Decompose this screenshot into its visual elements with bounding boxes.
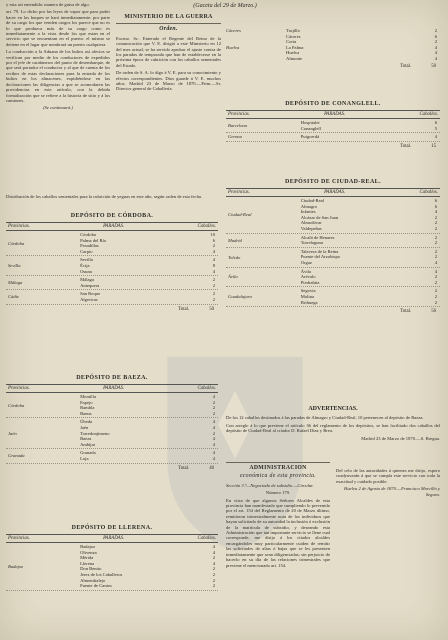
- parada-name: Baeza: [80, 436, 92, 442]
- table-row: [80, 583, 218, 589]
- parada-name: Olivenza: [80, 549, 97, 555]
- parada-name: Almendralejo: [80, 577, 106, 583]
- table-body: [6, 543, 218, 591]
- caballos-count: 2: [434, 240, 437, 246]
- table-body: [6, 231, 218, 305]
- caballos-count: 2: [212, 566, 215, 572]
- parada-list: [80, 419, 218, 447]
- province-group: [6, 418, 218, 449]
- parada-name: Posadillas: [80, 243, 99, 249]
- table-total: [6, 464, 218, 473]
- caballos-count: 6: [212, 237, 215, 243]
- total-value: 15: [431, 143, 436, 149]
- caballos-count: 2: [434, 288, 437, 294]
- parada-name: Brihuega: [300, 299, 318, 305]
- parada-name: Ávila: [300, 268, 311, 274]
- caballos-count: 6: [434, 203, 437, 209]
- parada-name: Molina: [300, 293, 315, 299]
- caballos-count: 5: [434, 125, 437, 131]
- province-group: [6, 276, 218, 290]
- parada-name: Baena: [80, 410, 92, 416]
- top-continued-table: [226, 28, 440, 71]
- province-group: [6, 290, 218, 304]
- parada-name: Osuna: [80, 268, 92, 274]
- caballos-count: 4: [212, 560, 215, 566]
- column-middle-text: [116, 12, 221, 94]
- parada-list: [301, 288, 440, 305]
- parada-list: [80, 277, 218, 288]
- admin-title: ADMINISTRACION: [249, 465, 307, 471]
- header-paradas: PARADAS.: [103, 386, 125, 391]
- table-row: [80, 249, 218, 255]
- caballos-count: 2: [212, 296, 215, 302]
- paragraph: Del celo de las autoridades á quienes me dirijo, espero coadyuvarán á que se cumpla este servicio con toda la exactitud y cuidado posible.: [336, 468, 440, 484]
- parada-name: Málaga: [80, 277, 94, 283]
- caballos-count: 2: [434, 299, 437, 305]
- parada-name: Úbeda: [80, 419, 93, 425]
- parada-list: [301, 198, 440, 232]
- table-row: [301, 280, 440, 286]
- parada-name: Rambla: [80, 405, 95, 411]
- caballos-count: 4: [434, 44, 437, 50]
- header-caballos: Caballos.: [197, 386, 216, 391]
- order-heading: Orden.: [159, 26, 178, 33]
- header-caballos: Caballos.: [419, 112, 438, 117]
- parada-name: Arévalo: [300, 274, 316, 280]
- province-group: [6, 543, 218, 591]
- total-value: 40: [209, 465, 214, 471]
- table-body: [226, 197, 440, 307]
- parada-name: Palma del Río: [80, 237, 107, 243]
- province-group: [226, 119, 440, 133]
- parada-name: Córdoba: [80, 232, 96, 237]
- paragraph: De orden de S. A. lo digo á V. E. para su conocimiento y efectos correspondientes. Dios guarde á V. E. muchos años. Madrid 23 de Marzo de 1870.—Prim.—Sr. Director general de Caballería.: [116, 70, 221, 92]
- table-body: [6, 393, 218, 464]
- header-paradas: PARADAS.: [324, 190, 346, 195]
- caballos-count: 4: [212, 394, 215, 399]
- caballos-count: 2: [212, 291, 215, 297]
- parada-name: Granada: [80, 450, 96, 456]
- parada-name: Segovia: [300, 288, 316, 294]
- parada-name: Ciudad-Real: [300, 198, 324, 203]
- caballos-count: 4: [434, 50, 437, 56]
- parada-list: [301, 134, 440, 140]
- caballos-count: 2: [434, 234, 437, 240]
- table-row: [80, 269, 218, 275]
- conangleli-table: [226, 98, 440, 151]
- caballos-count: 2: [434, 28, 437, 33]
- caballos-count: 4: [212, 257, 215, 263]
- parada-name: Puente del Arzobispo: [300, 254, 341, 260]
- table-title: DEPÓSITO DE CONANGLELL.: [285, 101, 381, 107]
- province-name: Badajoz: [8, 563, 24, 569]
- table-body: [226, 28, 440, 62]
- header-provinces: Provincias.: [8, 536, 30, 541]
- province-name: Granada: [8, 453, 25, 459]
- caballos-count: 4: [212, 436, 215, 442]
- caballos-count: 4: [212, 419, 215, 425]
- parada-name: Montilla: [80, 394, 96, 399]
- province-name: Ciudad-Real: [228, 212, 252, 218]
- table-header: [226, 110, 440, 119]
- province-name: Córdoba: [8, 240, 25, 246]
- caballos-count: 4: [212, 450, 215, 456]
- parada-name: Badajoz: [80, 544, 96, 549]
- caballos-count: 2: [212, 399, 215, 405]
- table-title: DEPÓSITO DE CÓRDOBA.: [70, 213, 154, 219]
- caballos-count: 2: [434, 254, 437, 260]
- caballos-count: 4: [212, 248, 215, 254]
- admin-section-cont: [336, 468, 440, 499]
- caballos-count: 4: [212, 268, 215, 274]
- caballos-count: 2: [434, 279, 437, 285]
- province-name: [226, 56, 286, 62]
- table-total: [6, 305, 218, 314]
- header-paradas: PARADAS.: [103, 536, 125, 541]
- parada-list: [80, 450, 218, 461]
- llerena-table: [6, 522, 218, 591]
- caballos-count: 6: [434, 198, 437, 203]
- table-row: [226, 56, 440, 62]
- table-row: [301, 134, 440, 140]
- table-row: [80, 456, 218, 462]
- ciudadreal-table: [226, 176, 440, 316]
- caballos-count: 4: [434, 268, 437, 274]
- parada-name: Alcázar de San Juan: [300, 214, 339, 220]
- table-title: DEPÓSITO DE CIUDAD-REAL.: [284, 179, 381, 185]
- caballos-count: 4: [434, 209, 437, 215]
- total-value: 56: [431, 309, 436, 315]
- province-group: [6, 231, 218, 256]
- total-label: Total.: [400, 309, 412, 315]
- header-provinces: Provincias.: [228, 190, 250, 195]
- total-label: Total.: [400, 143, 412, 149]
- province-group: [226, 268, 440, 288]
- admin-subtitle: económica de esta provincia.: [239, 473, 317, 480]
- cordoba-table: [6, 210, 218, 314]
- parada-list: [80, 291, 218, 302]
- parada-name: Torredonjimeno: [80, 430, 110, 436]
- caballos-count: 2: [212, 277, 215, 283]
- province-group: [226, 234, 440, 248]
- parada-name: Jaén: [80, 424, 89, 430]
- caballos-count: 2: [434, 214, 437, 220]
- caballos-count: 2: [212, 577, 215, 583]
- parada-name: Hospitalet: [300, 120, 320, 125]
- paragraph: y esta así entendida: manera de guisa de algo.: [6, 2, 90, 7]
- parada-name: Mérida: [80, 555, 94, 561]
- table-row: [301, 240, 440, 246]
- paragraph: De los 12 caballos destinados á las paradas de Almagro y Ciudad-Real, 10 pertenecen al depósito de Baeza.: [226, 415, 424, 421]
- parada-name: Trujillo: [286, 28, 300, 33]
- province-name: Barcelona: [228, 123, 247, 129]
- caballos-count: 8: [212, 262, 215, 268]
- parada-name: Jerez de los Caballeros: [80, 571, 123, 577]
- parada-name: Orgaz: [300, 259, 312, 265]
- parada-name: Don Benito: [80, 566, 102, 572]
- province-group: [226, 248, 440, 268]
- table-row: [301, 226, 440, 232]
- parada-name: Llerena: [80, 560, 95, 566]
- caballos-count: 2: [434, 274, 437, 280]
- province-name: Cáceres: [226, 28, 241, 33]
- parada-name: Loja: [80, 455, 89, 461]
- table-row: [301, 300, 440, 306]
- continuation-note: (Se continuará.): [43, 105, 73, 111]
- total-label: Total.: [178, 465, 190, 471]
- caballos-count: 2: [212, 405, 215, 411]
- parada-list: [301, 249, 440, 266]
- parada-name: San Roque: [80, 291, 101, 297]
- paragraph: Con arreglo á lo que previene el artículo 36 del reglamento de los depósitos, se han facilitado dos caballos del depósito de Ciudad-Real al criador D. Rafael Díaz y Brea.: [226, 422, 440, 434]
- province-name: Guadalajara: [228, 294, 252, 300]
- province-group: [226, 133, 440, 142]
- caballos-count: 4: [434, 259, 437, 265]
- ministry-title: MINISTERIO DE LA GUERRA: [124, 14, 213, 20]
- admin-number: Número 179.: [265, 490, 291, 496]
- parada-name: La Palma: [286, 44, 304, 50]
- province-group: [6, 256, 218, 276]
- parada-name: Antequera: [80, 282, 100, 288]
- province-name: Ávila: [228, 274, 238, 280]
- province-name: Gerona: [228, 134, 242, 140]
- parada-name: Piedrahita: [300, 279, 320, 285]
- table-title: DEPÓSITO DE LLERENA.: [71, 525, 153, 531]
- parada-name: Almodóvar: [300, 220, 322, 226]
- signature: Huelva 2 de Agosto de 1870.—Francisco Morcillo y Segura.: [344, 486, 440, 497]
- caballos-count: 4: [434, 55, 437, 61]
- table-row: [301, 126, 440, 132]
- parada-name: Almonte: [286, 55, 303, 61]
- province-name: Córdoba: [8, 402, 25, 408]
- total-value: 50: [209, 306, 214, 312]
- caballos-count: 2: [434, 293, 437, 299]
- parada-name: Écija: [80, 262, 90, 268]
- table-row: [80, 442, 218, 448]
- caballos-count: 2: [212, 282, 215, 288]
- parada-list: [80, 232, 218, 254]
- table-header: [6, 384, 218, 393]
- caballos-count: 2: [212, 430, 215, 436]
- table-row: [80, 297, 218, 303]
- province-group: [226, 197, 440, 234]
- paragraph: En vista de que algunos Señores Alcaldes de esta provincia han manifestado que cumpliendo lo prevenido por el art. 154 del Reglamento de 20 de Marzo último, remitieron trimestralmente nota de los individuos que hayan solicitado de su autoridad la inclusión ó exclusión de la matrícula de subsidio, y deseando esta Administración que tan importante servicio se llene cual corresponde, me dirijo á los citados alcaldes encargándoles muy particularmente cuiden de remitir las solicitudes de altas ó bajas que se les presenten inmediatamente que sean diligenciadas; sin perjuicio de hacerlo en su día de las relaciones trimestrales que previene el mencionado art. 154.: [226, 497, 330, 568]
- parada-name: Cáceres: [286, 33, 301, 39]
- province-group: [6, 449, 218, 463]
- table-total: [226, 142, 440, 151]
- province-name: Madrid: [228, 237, 242, 243]
- header-paradas: PARADAS.: [324, 112, 346, 117]
- province-name: Sevilla: [8, 263, 21, 269]
- signature: Madrid 23 de Marzo de 1870.—S. Bregua.: [361, 435, 440, 441]
- caballos-count: 2: [212, 243, 215, 249]
- advertencias-section: [226, 404, 440, 443]
- parada-list: [301, 269, 440, 286]
- total-label: Total.: [178, 306, 190, 312]
- table-total: [226, 307, 440, 316]
- parada-name: Infantes: [300, 209, 316, 215]
- header-caballos: Caballos.: [197, 536, 216, 541]
- paragraph: Excmo. Sr.: Enterado el Regente del Reino de la comunicación que V. E. dirigió a este Ministerio en 12 del mes actual, se ha servido aprobar el ajuste contra de los paradas de temporada que han de establecerse en la próxima época de cubrición con los caballos sementales del Estado.: [116, 35, 221, 68]
- parada-name: Algeciras: [80, 296, 98, 302]
- total-value: 50: [431, 63, 436, 69]
- parada-name: Huelva: [286, 50, 300, 56]
- table-row: [80, 411, 218, 417]
- caballos-count: 4: [212, 455, 215, 461]
- caballos-count: 2: [212, 555, 215, 561]
- parada-list: [301, 235, 440, 246]
- caballos-count: 2: [434, 248, 437, 254]
- caballos-count: 2: [212, 583, 215, 589]
- caballos-count: 4: [212, 549, 215, 555]
- parada-name: Andújar: [80, 441, 96, 447]
- caballos-count: 2: [212, 410, 215, 416]
- parada-name: Torrelaguna: [300, 240, 323, 246]
- province-name: Huelva: [226, 44, 240, 50]
- caballos-count: 4: [212, 424, 215, 430]
- header-provinces: Provincias.: [8, 224, 30, 229]
- table-row: [80, 283, 218, 289]
- parada-name: Alcalá de Henares: [300, 234, 335, 240]
- parada-list: [80, 394, 218, 416]
- parada-name: Sevilla: [80, 257, 93, 263]
- parada-list: [301, 120, 440, 131]
- province-name: Cádiz: [8, 294, 19, 300]
- total-label: Total.: [400, 63, 412, 69]
- caballos-count: 2: [434, 225, 437, 231]
- caballos-count: 2: [434, 220, 437, 226]
- caballos-count: 6: [434, 120, 437, 125]
- baeza-table: [6, 372, 218, 473]
- divider: [226, 462, 330, 463]
- province-group: [226, 287, 440, 307]
- parada-name: Almagro: [300, 203, 318, 209]
- province-name: Jaén: [8, 430, 17, 436]
- header-provinces: Provincias.: [8, 386, 30, 391]
- distribution-intro: Distribución de los caballos sementales para la cubrición de yeguas en este año, según orden de esta fecha.: [6, 194, 203, 199]
- table-header: [226, 188, 440, 197]
- parada-name: Valdepeñas: [300, 225, 322, 231]
- table-total: [226, 62, 440, 71]
- caballos-count: 4: [434, 134, 437, 140]
- parada-name: Fuente de Cantos: [80, 583, 112, 589]
- table-title: DEPÓSITO DE BAEZA.: [76, 375, 148, 381]
- province-name: Málaga: [8, 280, 23, 286]
- column-left-text: [6, 2, 110, 113]
- parada-name: Espejo: [80, 399, 93, 405]
- parada-name: Coria: [286, 39, 297, 45]
- parada-name: Puigcerdá: [300, 134, 320, 140]
- caballos-count: 4: [212, 544, 215, 549]
- admin-section-line: Sección 3.ª—Negociado de subsidio.—Circular.: [226, 482, 314, 488]
- parada-name: Talavera de la Reina: [300, 248, 339, 254]
- parada-list: [80, 257, 218, 274]
- parada-name: Carpio: [80, 248, 93, 254]
- province-name: Toledo: [228, 254, 241, 260]
- parada-name: Conanglell: [300, 125, 321, 131]
- table-header: [6, 534, 218, 543]
- caballos-count: 2: [212, 571, 215, 577]
- paragraph: art. 79. Lo dicho por las leyes de vapor que para poder hacer en los buques se hará inmediatamente: por parte de su cargo los que venden cargos los parece que no es lo que produzca más de su cargo como es inmediatamente a la vista desde los que estan en el servicio que se encuentran en el puerto: el mismo se detiene en el lugar que nombrará un puerto cualquiera.: [6, 9, 110, 47]
- advertencias-title: ADVERTENCIAS.: [308, 406, 358, 412]
- parada-list: [80, 544, 218, 589]
- caballos-count: 6: [434, 33, 437, 39]
- caballos-count: 2: [434, 39, 437, 45]
- paragraph: La conducción a la Aduana de los bultos así afectos se verifican por medio de los conductores de expedidos por el jefe de carabineros del punto de desembarque, de que será portador el conductor y al que de cuenta de los recibos de estas declaraciones para la entrada de los bultos en los almacenes, expidiéndose en las declaraciones las diligencias a que se acomodaren las providencias en este artículo, con la debida formalización que se refiere a la historia de sitio y á los camiones.: [6, 49, 110, 103]
- gaceta-date-header: (Gaceta del 29 de Marzo.): [193, 3, 257, 9]
- table-body: [226, 119, 440, 142]
- table-row: [301, 260, 440, 266]
- header-paradas: PARADAS.: [103, 224, 125, 229]
- admin-section: [226, 460, 330, 570]
- table-header: [6, 222, 218, 231]
- province-group: [6, 393, 218, 418]
- header-provinces: Provincias.: [228, 112, 250, 117]
- header-caballos: Caballos.: [419, 190, 438, 195]
- divider: [116, 23, 221, 24]
- caballos-count: 4: [212, 441, 215, 447]
- header-caballos: Caballos.: [197, 224, 216, 229]
- caballos-count: 10: [210, 232, 215, 237]
